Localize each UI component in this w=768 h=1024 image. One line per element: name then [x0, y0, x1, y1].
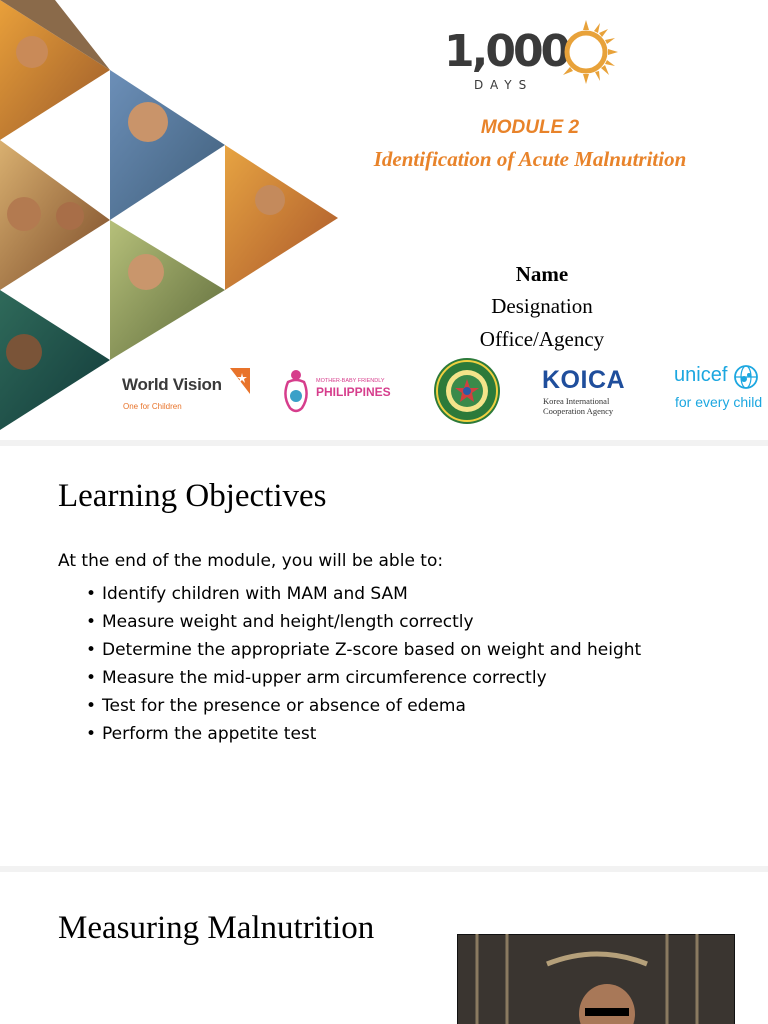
objectives-list: [86, 580, 641, 748]
mbf-subtitle: MOTHER-BABY FRIENDLY: [316, 378, 385, 384]
world-vision-star-icon: [230, 368, 250, 394]
unicef-globe-icon: [734, 365, 758, 389]
list-item: [86, 664, 641, 692]
logo-number: 1,000: [444, 26, 569, 77]
objective-text: Measure the mid-upper arm circumference correctly: [102, 668, 547, 688]
title-slide: [0, 0, 768, 440]
mbf-name: PHILIPPINES: [316, 385, 391, 399]
unicef-logo: [672, 363, 764, 417]
objective-text: Determine the appropriate Z-score based on weight and height: [102, 640, 642, 660]
1000-days-logo: [444, 22, 614, 94]
slide-title: Learning Objectives: [58, 478, 327, 514]
bullet: •: [86, 696, 97, 716]
bullet: •: [86, 584, 97, 604]
objectives-intro: At the end of the module, you will be able to:: [58, 551, 444, 571]
objective-text: Identify children with MAM and SAM: [102, 584, 408, 604]
koica-subtitle: [543, 396, 613, 416]
measuring-malnutrition-slide: [0, 872, 768, 1024]
objective-text: Perform the appetite test: [102, 724, 317, 744]
presenter-office: Office/Agency: [479, 327, 605, 351]
photo-triangle: [110, 220, 225, 360]
logo-days-text: DAYS: [474, 78, 534, 92]
learning-objectives-slide: [0, 446, 768, 866]
photo-triangle: [110, 70, 225, 220]
koica-sub-line2: Cooperation Agency: [543, 406, 614, 416]
list-item: [86, 608, 641, 636]
module-label: MODULE 2: [480, 117, 580, 138]
list-item: [86, 720, 641, 748]
photo-triangle: [225, 145, 338, 290]
list-item: [86, 692, 641, 720]
bullet: •: [86, 668, 97, 688]
bullet: •: [86, 724, 97, 744]
slide-title: Measuring Malnutrition: [58, 910, 375, 946]
list-item: [86, 636, 641, 664]
bullet: •: [86, 612, 97, 632]
mother-baby-icon: [280, 368, 312, 414]
unicef-name: unicef: [674, 364, 728, 386]
presenter-designation: Designation: [491, 294, 593, 318]
unicef-tagline: for every child: [675, 394, 763, 410]
koica-name: KOICA: [542, 366, 626, 394]
bullet: •: [86, 640, 97, 660]
doh-seal-logo: [432, 356, 502, 426]
doh-seal-icon: [432, 356, 502, 426]
koica-sub-line1: Korea International: [543, 396, 610, 406]
module-title: Identification of Acute Malnutrition: [373, 147, 687, 171]
world-vision-logo: [122, 368, 248, 416]
child-photo: [457, 934, 735, 1024]
world-vision-tagline: One for Children: [123, 402, 182, 411]
presenter-name: Name: [515, 262, 569, 286]
mother-baby-friendly-logo: [280, 366, 410, 416]
sun-icon: [554, 20, 618, 84]
objective-text: Measure weight and height/length correctly: [102, 612, 474, 632]
koica-logo: [540, 366, 636, 420]
objective-text: Test for the presence or absence of edema: [102, 696, 466, 716]
world-vision-name: World Vision: [122, 375, 222, 394]
list-item: [86, 580, 641, 608]
